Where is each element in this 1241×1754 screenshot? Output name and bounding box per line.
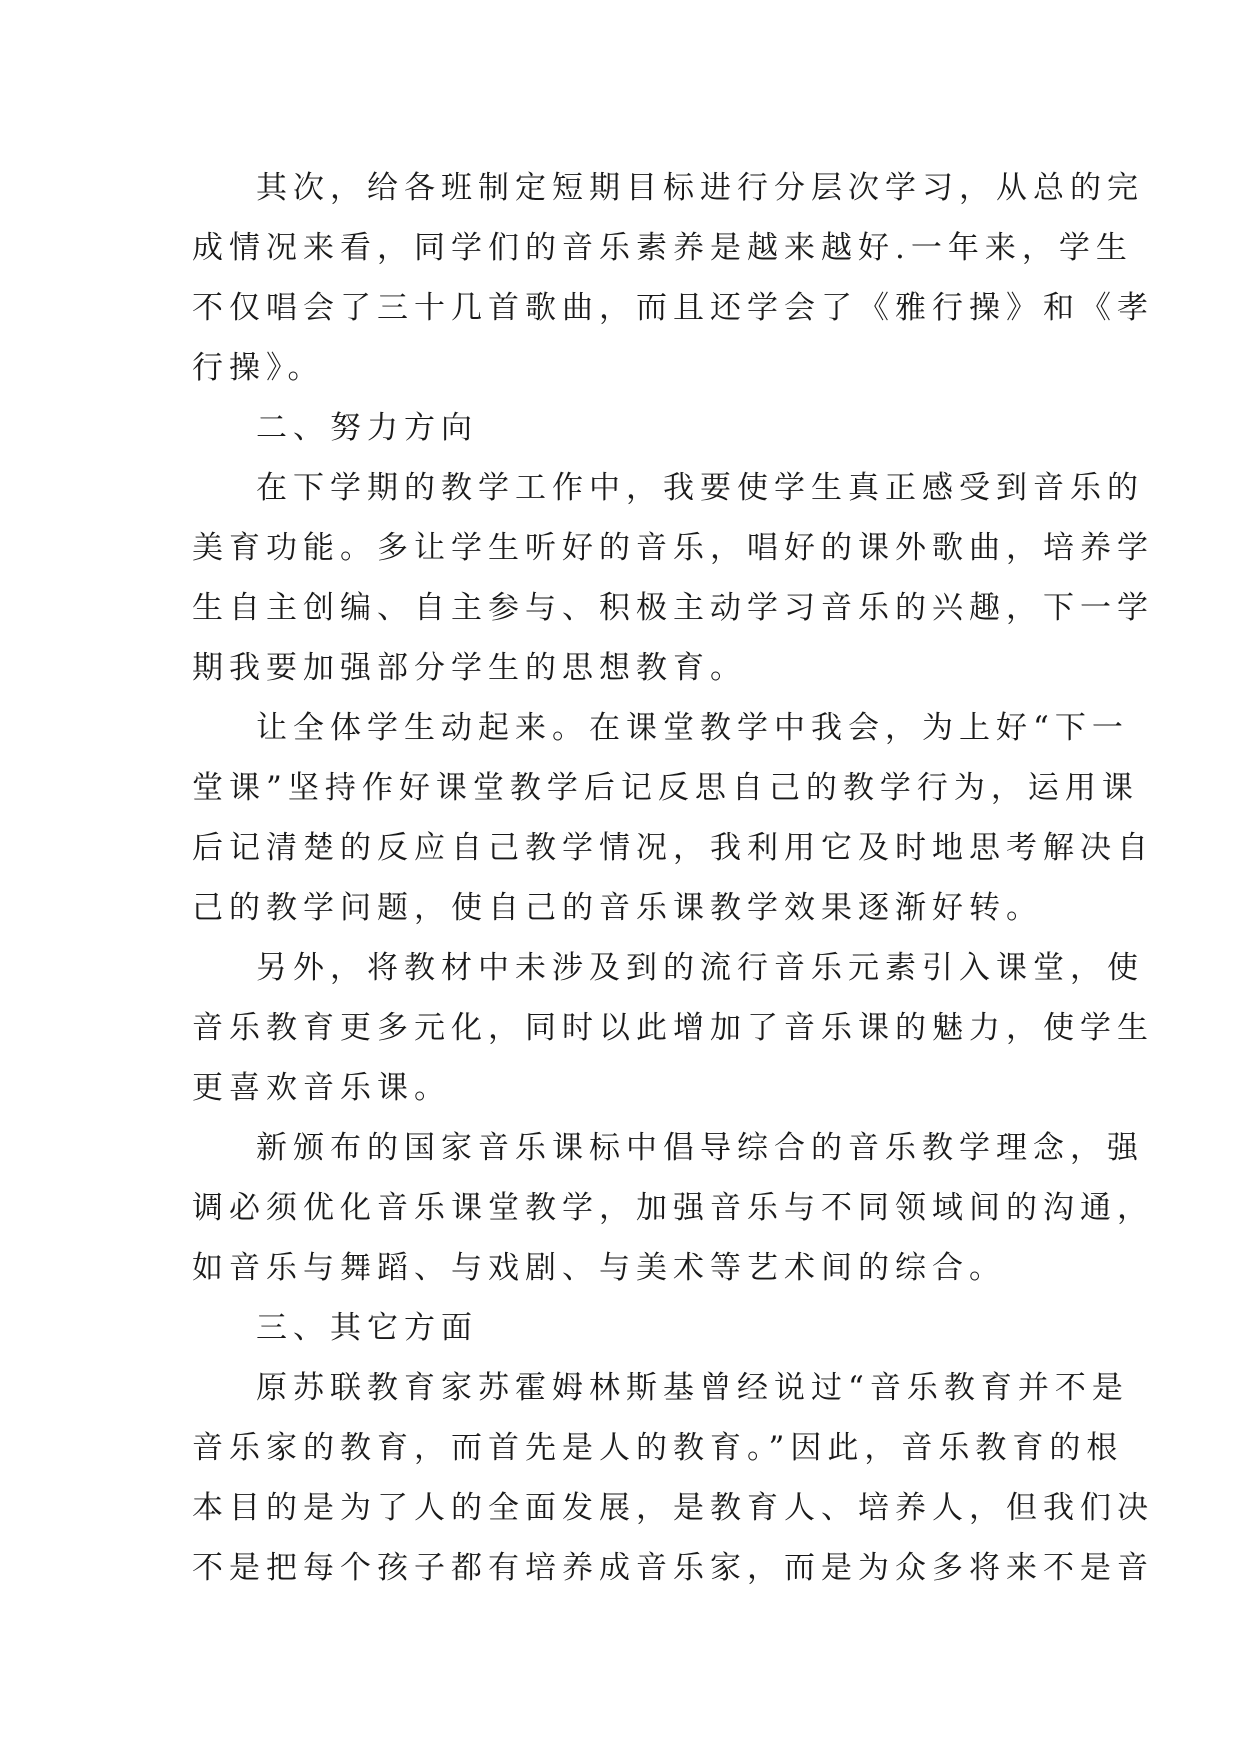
text-line: 原苏联教育家苏霍姆林斯基曾经说过“音乐教育并不是 xyxy=(256,1370,1129,1406)
text-line: 堂课”坚持作好课堂教学后记反思自己的教学行为，运用课 xyxy=(192,770,1139,806)
text-line: 让全体学生动起来。在课堂教学中我会，为上好“下一 xyxy=(256,710,1129,746)
text-line: 音乐教育更多元化，同时以此增加了音乐课的魅力，使学生 xyxy=(192,1010,1154,1046)
text-line: 生自主创编、自主参与、积极主动学习音乐的兴趣，下一学 xyxy=(192,590,1154,626)
text-line: 成情况来看，同学们的音乐素养是越来越好.一年来，学生 xyxy=(192,230,1133,266)
text-line: 后记清楚的反应自己教学情况，我利用它及时地思考解决自 xyxy=(192,830,1154,866)
text-line: 更喜欢音乐课。 xyxy=(192,1070,451,1106)
text-line: 调必须优化音乐课堂教学，加强音乐与不同领域间的沟通， xyxy=(192,1190,1154,1226)
text-line: 己的教学问题，使自己的音乐课教学效果逐渐好转。 xyxy=(192,890,1043,926)
text-line: 期我要加强部分学生的思想教育。 xyxy=(192,650,747,686)
text-line: 在下学期的教学工作中，我要使学生真正感受到音乐的 xyxy=(256,470,1144,506)
text-line: 音乐家的教育，而首先是人的教育。”因此，音乐教育的根 xyxy=(192,1430,1124,1466)
text-line: 美育功能。多让学生听好的音乐，唱好的课外歌曲，培养学 xyxy=(192,530,1154,566)
text-line: 新颁布的国家音乐课标中倡导综合的音乐教学理念，强 xyxy=(256,1130,1144,1166)
text-line: 行操》。 xyxy=(192,350,325,386)
section-heading: 二、努力方向 xyxy=(256,410,478,446)
text-line: 本目的是为了人的全面发展，是教育人、培养人，但我们决 xyxy=(192,1490,1154,1526)
section-heading: 三、其它方面 xyxy=(256,1310,478,1346)
document-body xyxy=(192,158,1154,1598)
text-line: 不仅唱会了三十几首歌曲，而且还学会了《雅行操》和《孝 xyxy=(192,290,1154,326)
text-line: 不是把每个孩子都有培养成音乐家，而是为众多将来不是音 xyxy=(192,1550,1154,1586)
text-line: 另外，将教材中未涉及到的流行音乐元素引入课堂，使 xyxy=(256,950,1144,986)
text-line: 其次，给各班制定短期目标进行分层次学习，从总的完 xyxy=(256,170,1144,206)
text-line: 如音乐与舞蹈、与戏剧、与美术等艺术间的综合。 xyxy=(192,1250,1006,1286)
